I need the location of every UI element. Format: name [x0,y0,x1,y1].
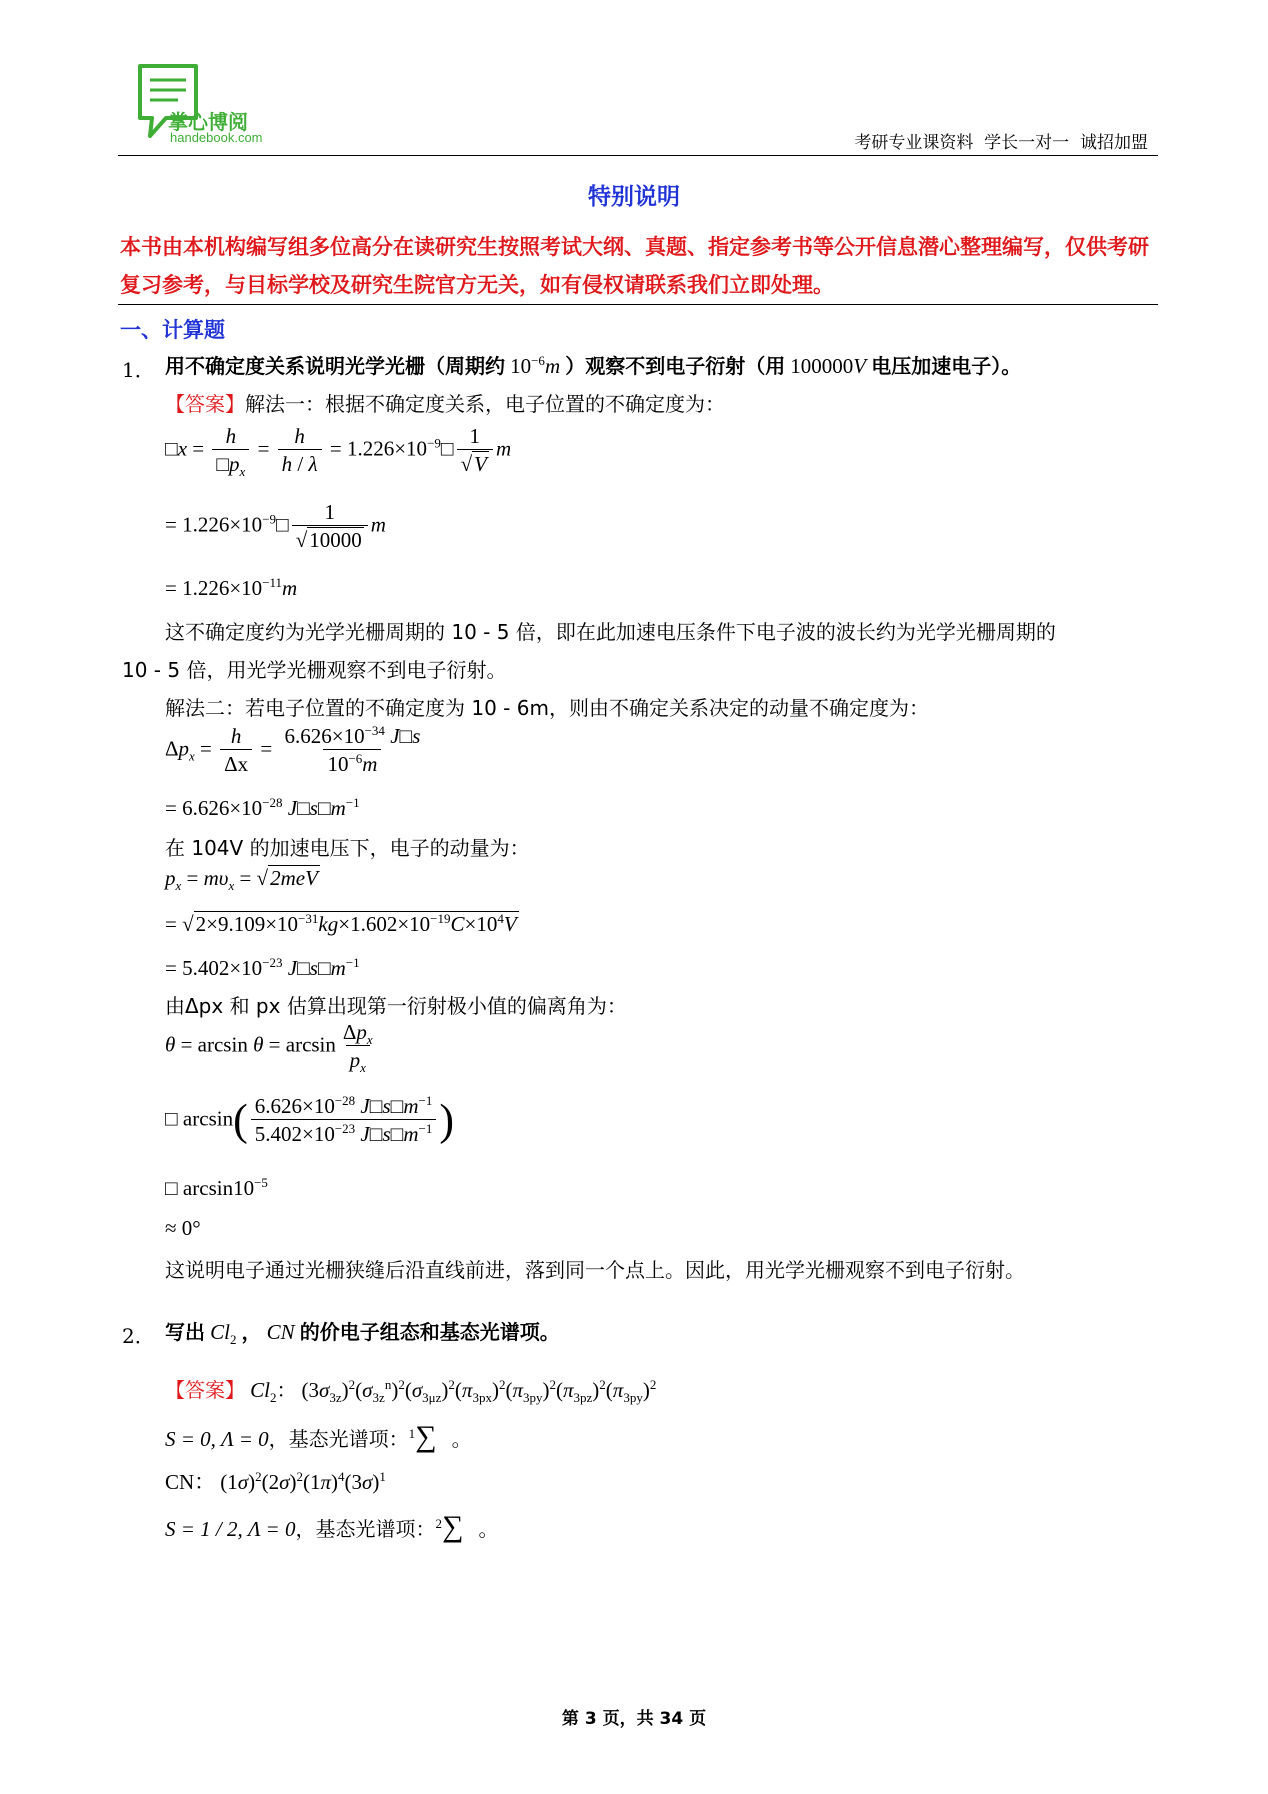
eq-theta-3: □ $\arcsin 10^{-5}$ [165,1175,268,1200]
eq-px-3: = $5.402\times 10^{-23}$ $J□s□m^{-1}$ [165,955,360,980]
eq-px-2: = $√2\times 9.109\times 10^{-31}kg\times 1.602\times 10^{-19}C\times 10^4V$ [165,911,517,936]
cn-config-line [165,1466,386,1496]
q1-number: 1． [122,358,155,382]
method2-intro: 解法二：若电子位置的不确定度为 10 - 6m，则由不确定关系决定的动量不确定度为： [165,696,929,720]
cl2-quantum-numbers: S = 0, Λ = 0 [165,1427,269,1451]
conclusion1b: 10 - 5 倍，用光学光栅观察不到电子衍射。 [122,658,507,682]
page-footer: 第 3 页，共 34 页 [561,1709,707,1729]
q2-cn: CN [266,1320,295,1344]
eq-px: $p_x = m\upsilon_x = √2meV$ [165,866,318,894]
answer-tag-2: 【答案】 [165,1378,245,1402]
term-label-2: ，基态光谱项： [295,1517,436,1541]
logo [136,62,276,144]
q1-question [165,350,1021,379]
method1-intro: 解法一：根据不确定度关系，电子位置的不确定度为： [245,392,725,416]
q2-text-a: 写出 [165,1320,205,1344]
logo-text: 掌心博阅 [168,110,248,134]
q1-text-c: 电压加速电子）。 [871,354,1022,378]
q2-question [165,1316,560,1348]
cn-configuration: $(1\sigma)^2(2\sigma)^2(1\pi)^4(3\sigma)^1$ [220,1469,386,1494]
eq-theta-4: ≈ 0° [165,1216,201,1240]
notice-title: 特别说明 [588,184,680,210]
eq-delta-x-3: = $1.226\times 10^{-11}m$ [165,575,298,600]
cl2-configuration: $(3\sigma_{3z})^2(\sigma_{3z}^n)^2(\sigma_{3\mu z})^2(\pi_{3px})^2(\pi_{3py})^2(\pi_{3pz})^2(\pi_{3py})^2$ [301,1377,657,1406]
q2-answer-line [165,1374,657,1406]
q1-text-b: ）观察不到电子衍射（用 [565,354,786,378]
cl2-term-symbol: $^1$∑ [408,1420,437,1453]
q2-text-b: 的价电子组态和基态光谱项。 [299,1320,560,1344]
momentum-intro: 在 104V 的加速电压下，电子的动量为： [165,836,530,860]
q2-cl2: $Cl_2$ [210,1320,237,1348]
header-divider [118,155,1158,156]
eq-delta-p-2: = $6.626\times 10^{-28}$ $J□s□m^{-1}$ [165,795,360,820]
q1-text-a: 用不确定度关系说明光学光栅（周期约 [165,354,505,378]
notice-body: 本书由本机构编写组多位高分在读研究生按照考试大纲、真题、指定参考书等公开信息潜心整理编写，仅供考研复习参考，与目标学校及研究生院官方无关，如有侵权请联系我们立即处理。 [120,235,1149,297]
logo-url: handebook.com [170,130,263,145]
cn-term-symbol: $^2$∑ [435,1510,464,1543]
section-title: 一、计算题 [120,318,225,342]
q1-answer-line [165,388,725,417]
angle-intro: 由Δpx 和 px 估算出现第一衍射极小值的偏离角为： [165,994,627,1018]
eq-theta: θ = arcsin θ = arcsin $\frac{\Delta p_x}{p_x}$ [165,1020,373,1076]
eq-delta-x: □x = $\frac{h}{□p_x}$ = $\frac{h}{h / \lambda}$ = $1.226\times 10^{-9}□$ $\frac{1}{√V}$ m [165,424,512,480]
colon: ： [276,1378,297,1402]
notice-divider [118,304,1158,305]
eq-theta-2: □ arcsin( $\frac{6.626\times 10^{-28} J□s□m^{-1}}{5.402\times 10^{-23} J□s□m^{-1}}$ ) [165,1093,454,1146]
cn-term-line [165,1510,498,1544]
eq-delta-p: $\Delta p_x$ = $\frac{h}{\Delta x}$ = $\frac{6.626\times 10^{-34} J□s}{10^{-6}m}$ [165,723,421,776]
q2-number: 2． [122,1324,155,1348]
q1-final: 这说明电子通过光栅狭缝后沿直线前进，落到同一个点上。因此，用光学光栅观察不到电子衍射。 [165,1258,1025,1282]
cl2-term-line [165,1420,472,1454]
period-2: 。 [478,1517,499,1541]
cn-quantum-numbers: S = 1 / 2, Λ = 0 [165,1517,296,1541]
header-tagline: 考研专业课资料 学长一对一 诚招加盟 [854,133,1148,153]
conclusion1a: 这不确定度约为光学光栅周期的 10 - 5 倍，即在此加速电压条件下电子波的波长约为光学光栅周期的 [165,620,1056,644]
eq-delta-x-2: = $1.226\times 10^{-9}□$ $\frac{1}{√10000}$ m [165,500,386,552]
cn-label: CN： [165,1470,216,1494]
q2-sep: ， [241,1320,262,1344]
answer-tag: 【答案】 [165,392,245,416]
cl2-label: $Cl_2$ [250,1378,277,1406]
q1-period-value: $10^{-6}m$ [510,353,561,378]
term-label: ，基态光谱项： [268,1427,409,1451]
q1-voltage: 100000V [790,354,867,378]
period: 。 [451,1427,472,1451]
